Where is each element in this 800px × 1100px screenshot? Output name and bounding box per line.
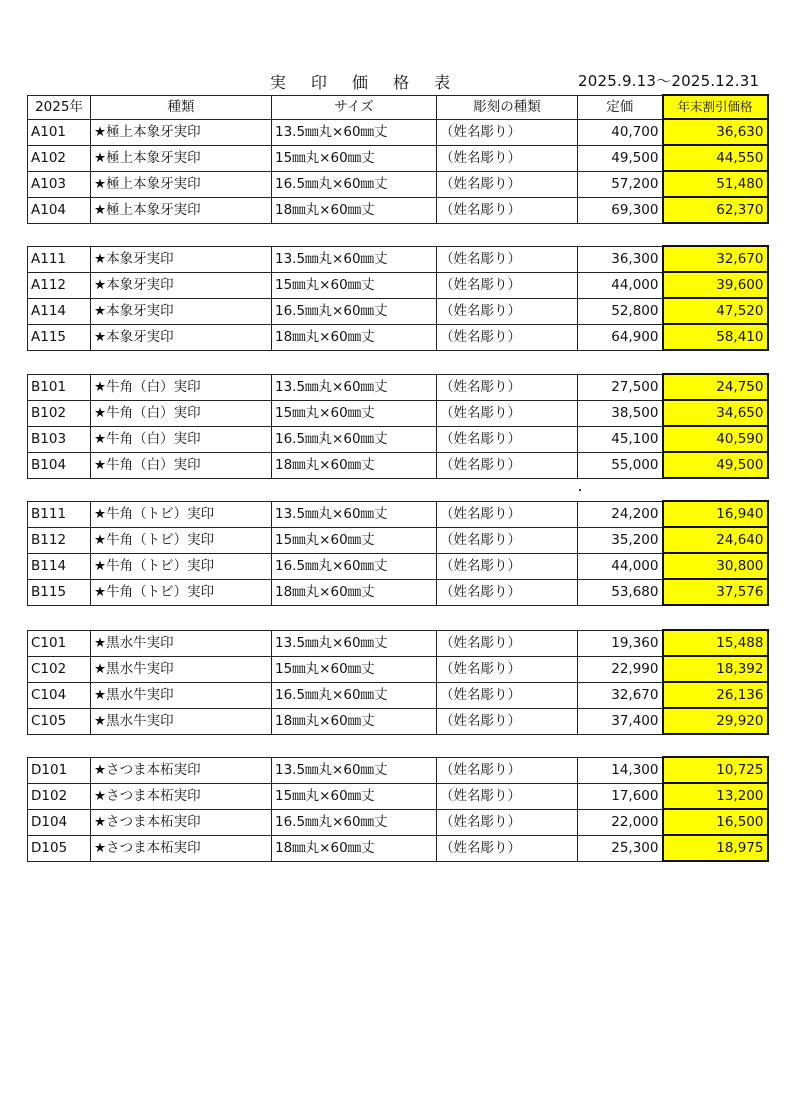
- cell-type: ★黒水牛実印: [91, 656, 272, 682]
- cell-engrave: （姓名彫り）: [437, 630, 578, 656]
- table-row: [28, 272, 768, 298]
- cell-engrave: （姓名彫り）: [437, 452, 578, 478]
- cell-type: ★本象牙実印: [91, 246, 272, 272]
- table-row: [28, 708, 768, 734]
- cell-code: B112: [28, 527, 91, 553]
- cell-size: 18㎜丸×60㎜丈: [272, 579, 437, 605]
- cell-type: ★牛角（トビ）実印: [91, 501, 272, 527]
- table-row: [28, 374, 768, 400]
- cell-sale: 49,500: [663, 452, 768, 478]
- cell-engrave: （姓名彫り）: [437, 119, 578, 145]
- cell-sale: 32,670: [663, 246, 768, 272]
- cell-sale: 24,750: [663, 374, 768, 400]
- price-table-group: [27, 245, 769, 351]
- header-size: サイズ: [272, 95, 437, 119]
- table-row: [28, 783, 768, 809]
- cell-engrave: （姓名彫り）: [437, 246, 578, 272]
- table-row: [28, 324, 768, 350]
- cell-engrave: （姓名彫り）: [437, 426, 578, 452]
- table-row: [28, 682, 768, 708]
- cell-code: A101: [28, 119, 91, 145]
- cell-type: ★さつま本柘実印: [91, 783, 272, 809]
- cell-code: A102: [28, 145, 91, 171]
- cell-price: 22,990: [578, 656, 663, 682]
- table-row: [28, 197, 768, 223]
- price-period: 2025.9.13〜2025.12.31: [578, 72, 760, 90]
- cell-sale: 18,392: [663, 656, 768, 682]
- price-table-group: [27, 756, 769, 862]
- cell-code: D102: [28, 783, 91, 809]
- header-engrave: 彫刻の種類: [437, 95, 578, 119]
- price-table-group: [27, 500, 769, 606]
- cell-code: B101: [28, 374, 91, 400]
- cell-sale: 51,480: [663, 171, 768, 197]
- cell-price: 52,800: [578, 298, 663, 324]
- table-header-row: [28, 95, 768, 119]
- cell-code: A114: [28, 298, 91, 324]
- cell-sale: 16,940: [663, 501, 768, 527]
- table-row: [28, 426, 768, 452]
- cell-price: 14,300: [578, 757, 663, 783]
- cell-engrave: （姓名彫り）: [437, 171, 578, 197]
- cell-sale: 39,600: [663, 272, 768, 298]
- cell-engrave: （姓名彫り）: [437, 809, 578, 835]
- price-table-group: [27, 629, 769, 735]
- cell-code: C105: [28, 708, 91, 734]
- cell-price: 44,000: [578, 272, 663, 298]
- cell-size: 15㎜丸×60㎜丈: [272, 145, 437, 171]
- cell-size: 18㎜丸×60㎜丈: [272, 452, 437, 478]
- cell-price: 45,100: [578, 426, 663, 452]
- cell-sale: 26,136: [663, 682, 768, 708]
- cell-type: ★牛角（トビ）実印: [91, 553, 272, 579]
- cell-price: 25,300: [578, 835, 663, 861]
- cell-type: ★黒水牛実印: [91, 630, 272, 656]
- cell-type: ★牛角（白）実印: [91, 400, 272, 426]
- cell-price: 55,000: [578, 452, 663, 478]
- cell-engrave: （姓名彫り）: [437, 400, 578, 426]
- cell-sale: 18,975: [663, 835, 768, 861]
- cell-type: ★牛角（白）実印: [91, 426, 272, 452]
- cell-sale: 15,488: [663, 630, 768, 656]
- cell-code: B114: [28, 553, 91, 579]
- cell-price: 38,500: [578, 400, 663, 426]
- price-table-group: [27, 373, 769, 479]
- cell-size: 16.5㎜丸×60㎜丈: [272, 426, 437, 452]
- cell-price: 32,670: [578, 682, 663, 708]
- table-row: [28, 246, 768, 272]
- cell-sale: 30,800: [663, 553, 768, 579]
- cell-engrave: （姓名彫り）: [437, 553, 578, 579]
- cell-sale: 58,410: [663, 324, 768, 350]
- cell-price: 64,900: [578, 324, 663, 350]
- header-type: 種類: [91, 95, 272, 119]
- cell-size: 16.5㎜丸×60㎜丈: [272, 298, 437, 324]
- cell-size: 13.5㎜丸×60㎜丈: [272, 757, 437, 783]
- table-row: [28, 553, 768, 579]
- header-sale-price: 年末割引価格: [663, 95, 768, 119]
- cell-engrave: （姓名彫り）: [437, 835, 578, 861]
- cell-size: 13.5㎜丸×60㎜丈: [272, 119, 437, 145]
- cell-type: ★さつま本柘実印: [91, 757, 272, 783]
- cell-type: ★極上本象牙実印: [91, 197, 272, 223]
- table-row: [28, 757, 768, 783]
- cell-engrave: （姓名彫り）: [437, 579, 578, 605]
- table-row: [28, 298, 768, 324]
- cell-code: B111: [28, 501, 91, 527]
- cell-size: 16.5㎜丸×60㎜丈: [272, 171, 437, 197]
- cell-type: ★極上本象牙実印: [91, 145, 272, 171]
- cell-engrave: （姓名彫り）: [437, 708, 578, 734]
- cell-price: 19,360: [578, 630, 663, 656]
- page-title: 実 印 価 格 表: [269, 73, 461, 92]
- cell-price: 57,200: [578, 171, 663, 197]
- cell-type: ★本象牙実印: [91, 272, 272, 298]
- cell-engrave: （姓名彫り）: [437, 197, 578, 223]
- table-row: [28, 527, 768, 553]
- cell-code: A104: [28, 197, 91, 223]
- table-row: [28, 400, 768, 426]
- cell-engrave: （姓名彫り）: [437, 682, 578, 708]
- cell-code: A115: [28, 324, 91, 350]
- cell-price: 69,300: [578, 197, 663, 223]
- cell-type: ★牛角（トビ）実印: [91, 527, 272, 553]
- cell-code: C101: [28, 630, 91, 656]
- cell-price: 17,600: [578, 783, 663, 809]
- cell-code: D101: [28, 757, 91, 783]
- cell-sale: 10,725: [663, 757, 768, 783]
- cell-code: D104: [28, 809, 91, 835]
- cell-size: 18㎜丸×60㎜丈: [272, 835, 437, 861]
- table-row: [28, 452, 768, 478]
- cell-price: 40,700: [578, 119, 663, 145]
- cell-price: 36,300: [578, 246, 663, 272]
- cell-sale: 16,500: [663, 809, 768, 835]
- cell-size: 18㎜丸×60㎜丈: [272, 197, 437, 223]
- cell-code: D105: [28, 835, 91, 861]
- cell-size: 18㎜丸×60㎜丈: [272, 324, 437, 350]
- cell-type: ★黒水牛実印: [91, 708, 272, 734]
- cell-type: ★さつま本柘実印: [91, 809, 272, 835]
- cell-sale: 34,650: [663, 400, 768, 426]
- table-row: [28, 835, 768, 861]
- cell-size: 13.5㎜丸×60㎜丈: [272, 501, 437, 527]
- cell-size: 15㎜丸×60㎜丈: [272, 783, 437, 809]
- table-row: [28, 656, 768, 682]
- header-list-price: 定価: [578, 95, 663, 119]
- cell-engrave: （姓名彫り）: [437, 374, 578, 400]
- cell-engrave: （姓名彫り）: [437, 501, 578, 527]
- cell-sale: 29,920: [663, 708, 768, 734]
- cell-sale: 62,370: [663, 197, 768, 223]
- cell-engrave: （姓名彫り）: [437, 272, 578, 298]
- cell-price: 37,400: [578, 708, 663, 734]
- cell-code: C102: [28, 656, 91, 682]
- table-row: [28, 145, 768, 171]
- price-table-group: [27, 94, 769, 224]
- header-code: 2025年: [28, 95, 91, 119]
- cell-type: ★牛角（トビ）実印: [91, 579, 272, 605]
- cell-type: ★極上本象牙実印: [91, 119, 272, 145]
- cell-price: 35,200: [578, 527, 663, 553]
- cell-sale: 37,576: [663, 579, 768, 605]
- cell-engrave: （姓名彫り）: [437, 783, 578, 809]
- cell-size: 15㎜丸×60㎜丈: [272, 400, 437, 426]
- cell-size: 16.5㎜丸×60㎜丈: [272, 682, 437, 708]
- cell-code: B115: [28, 579, 91, 605]
- cell-type: ★極上本象牙実印: [91, 171, 272, 197]
- cell-code: B104: [28, 452, 91, 478]
- cell-size: 18㎜丸×60㎜丈: [272, 708, 437, 734]
- cell-size: 13.5㎜丸×60㎜丈: [272, 246, 437, 272]
- cell-code: A103: [28, 171, 91, 197]
- cell-engrave: （姓名彫り）: [437, 656, 578, 682]
- cell-engrave: （姓名彫り）: [437, 324, 578, 350]
- cell-type: ★黒水牛実印: [91, 682, 272, 708]
- cell-price: 24,200: [578, 501, 663, 527]
- cell-size: 13.5㎜丸×60㎜丈: [272, 630, 437, 656]
- cell-size: 13.5㎜丸×60㎜丈: [272, 374, 437, 400]
- cell-sale: 44,550: [663, 145, 768, 171]
- cell-code: B102: [28, 400, 91, 426]
- cell-sale: 36,630: [663, 119, 768, 145]
- cell-size: 15㎜丸×60㎜丈: [272, 527, 437, 553]
- cell-price: 53,680: [578, 579, 663, 605]
- cell-sale: 40,590: [663, 426, 768, 452]
- cell-engrave: （姓名彫り）: [437, 298, 578, 324]
- stray-dot: [579, 489, 581, 491]
- cell-code: A112: [28, 272, 91, 298]
- cell-engrave: （姓名彫り）: [437, 527, 578, 553]
- cell-price: 27,500: [578, 374, 663, 400]
- table-row: [28, 809, 768, 835]
- cell-engrave: （姓名彫り）: [437, 145, 578, 171]
- cell-price: 44,000: [578, 553, 663, 579]
- table-row: [28, 171, 768, 197]
- cell-code: B103: [28, 426, 91, 452]
- cell-type: ★さつま本柘実印: [91, 835, 272, 861]
- cell-type: ★本象牙実印: [91, 298, 272, 324]
- table-row: [28, 119, 768, 145]
- table-row: [28, 630, 768, 656]
- cell-engrave: （姓名彫り）: [437, 757, 578, 783]
- cell-type: ★本象牙実印: [91, 324, 272, 350]
- cell-size: 15㎜丸×60㎜丈: [272, 272, 437, 298]
- cell-code: A111: [28, 246, 91, 272]
- cell-type: ★牛角（白）実印: [91, 452, 272, 478]
- cell-type: ★牛角（白）実印: [91, 374, 272, 400]
- cell-price: 49,500: [578, 145, 663, 171]
- cell-sale: 24,640: [663, 527, 768, 553]
- cell-code: C104: [28, 682, 91, 708]
- table-row: [28, 579, 768, 605]
- cell-size: 16.5㎜丸×60㎜丈: [272, 553, 437, 579]
- cell-size: 15㎜丸×60㎜丈: [272, 656, 437, 682]
- cell-price: 22,000: [578, 809, 663, 835]
- table-row: [28, 501, 768, 527]
- cell-size: 16.5㎜丸×60㎜丈: [272, 809, 437, 835]
- cell-sale: 13,200: [663, 783, 768, 809]
- cell-sale: 47,520: [663, 298, 768, 324]
